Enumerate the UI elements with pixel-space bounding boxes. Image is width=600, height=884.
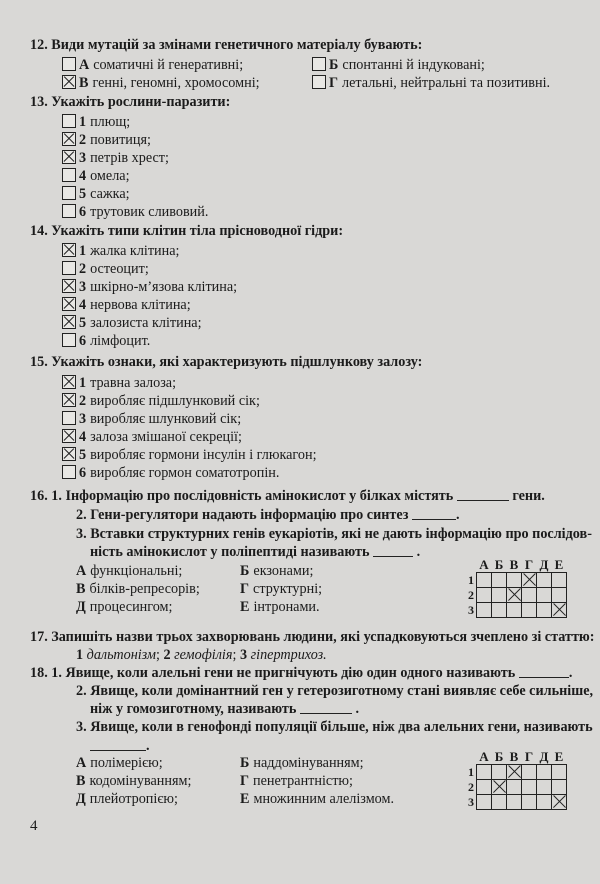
grid-row-number: 1 bbox=[468, 765, 474, 779]
checkbox[interactable] bbox=[62, 57, 76, 71]
grid-col-header: А bbox=[479, 749, 489, 764]
grid-cell[interactable] bbox=[507, 603, 522, 618]
grid-cell-marked[interactable] bbox=[507, 765, 522, 780]
q16-answer-grid bbox=[466, 558, 567, 618]
grid-cell[interactable] bbox=[537, 603, 552, 618]
grid-col-header: Е bbox=[554, 557, 564, 572]
checkbox-checked[interactable] bbox=[62, 375, 76, 389]
grid-cell[interactable] bbox=[522, 603, 537, 618]
grid-cell[interactable] bbox=[477, 765, 492, 780]
grid-cell[interactable] bbox=[522, 795, 537, 810]
grid-col-header: В bbox=[509, 557, 519, 572]
checkbox-checked[interactable] bbox=[62, 429, 76, 443]
grid-cell[interactable] bbox=[552, 765, 567, 780]
q13-option-2[interactable]: 2 повитиця; bbox=[62, 131, 151, 149]
checkbox[interactable] bbox=[62, 261, 76, 275]
q15-option-6[interactable]: 6 виробляє гормон соматотропін. bbox=[62, 464, 279, 482]
checkbox-checked[interactable] bbox=[62, 243, 76, 257]
q18-line-2a: 2. Явище, коли домінантний ген у гетерозиготному стані виявляє себе сильніше, bbox=[76, 683, 594, 699]
grid-col-header: В bbox=[509, 749, 519, 764]
q12-option-a[interactable]: А соматичні й генеративні; bbox=[62, 56, 243, 74]
checkbox[interactable] bbox=[62, 204, 76, 218]
grid-cell[interactable] bbox=[507, 780, 522, 795]
grid-col-header: Е bbox=[554, 749, 564, 764]
checkbox-checked[interactable] bbox=[62, 75, 76, 89]
checkbox-checked[interactable] bbox=[62, 447, 76, 461]
q18-line-3-blank: . bbox=[90, 737, 150, 755]
checkbox[interactable] bbox=[62, 168, 76, 182]
grid-row-number: 2 bbox=[468, 780, 474, 794]
grid-cell[interactable] bbox=[477, 588, 492, 603]
q15-title: 15. Укажіть ознаки, які характеризують підшлункову залозу: bbox=[30, 354, 423, 370]
grid-cell[interactable] bbox=[507, 573, 522, 588]
checkbox[interactable] bbox=[62, 411, 76, 425]
grid-cell[interactable] bbox=[477, 573, 492, 588]
grid-cell-marked[interactable] bbox=[522, 573, 537, 588]
grid-cell-marked[interactable] bbox=[552, 603, 567, 618]
grid-cell[interactable] bbox=[477, 603, 492, 618]
q14-option-6[interactable]: 6 лімфоцит. bbox=[62, 332, 150, 350]
q16-answer-g: Г структурні; bbox=[240, 581, 323, 597]
grid-cell-marked[interactable] bbox=[507, 588, 522, 603]
grid-col-header: Г bbox=[524, 557, 534, 572]
grid-cell[interactable] bbox=[477, 780, 492, 795]
grid-cell[interactable] bbox=[492, 588, 507, 603]
q18-line-3: 3. Явище, коли в генофонді популяції більше, ніж два алельних гени, називають bbox=[76, 719, 593, 735]
grid-cell[interactable] bbox=[477, 795, 492, 810]
q13-option-4[interactable]: 4 омела; bbox=[62, 167, 130, 185]
q18-answer-b: Б наддомінуванням; bbox=[240, 755, 364, 771]
grid-row-number: 1 bbox=[468, 573, 474, 587]
q16-line-3b: ність амінокислот у поліпептиді називають . bbox=[90, 544, 421, 560]
q13-option-1[interactable]: 1 плющ; bbox=[62, 113, 130, 131]
q17-answer: 1 дальтонізм; 2 гемофілія; 3 гіпертрихоз. bbox=[76, 647, 327, 663]
answer-blank[interactable] bbox=[519, 665, 569, 678]
q18-answer-v: В кодомінуванням; bbox=[76, 773, 192, 789]
answer-blank[interactable] bbox=[300, 701, 352, 714]
grid-col-header: Д bbox=[539, 749, 549, 764]
grid-col-header: Г bbox=[524, 749, 534, 764]
q15-option-4[interactable]: 4 залоза змішаної секреції; bbox=[62, 428, 242, 446]
grid-cell[interactable] bbox=[522, 780, 537, 795]
q14-option-1[interactable]: 1 жалка клітина; bbox=[62, 242, 179, 260]
q15-option-2[interactable]: 2 виробляє підшлунковий сік; bbox=[62, 392, 260, 410]
q16-answer-a: А функціональні; bbox=[76, 563, 183, 579]
q16-line-2: 2. Гени-регулятори надають інформацію про синтез . bbox=[76, 507, 460, 523]
grid-col-header: Б bbox=[494, 749, 504, 764]
q13-title: 13. Укажіть рослини-паразити: bbox=[30, 94, 231, 110]
q12-option-v[interactable]: В генні, геномні, хромосомні; bbox=[62, 74, 260, 92]
q15-option-5[interactable]: 5 виробляє гормони інсулін і глюкагон; bbox=[62, 446, 317, 464]
checkbox-checked[interactable] bbox=[62, 279, 76, 293]
checkbox[interactable] bbox=[62, 333, 76, 347]
checkbox[interactable] bbox=[312, 75, 326, 89]
q18-answer-a: А полімерією; bbox=[76, 755, 163, 771]
grid-cell[interactable] bbox=[552, 588, 567, 603]
q14-option-3[interactable]: 3 шкірно-м’язова клітина; bbox=[62, 278, 237, 296]
q18-answer-e: Е множинним алелізмом. bbox=[240, 791, 395, 807]
q12-title: 12. Види мутацій за змінами генетичного матеріалу бувають: bbox=[30, 37, 423, 53]
q13-option-5[interactable]: 5 сажка; bbox=[62, 185, 130, 203]
q14-option-5[interactable]: 5 залозиста клітина; bbox=[62, 314, 202, 332]
checkbox-checked[interactable] bbox=[62, 315, 76, 329]
grid-col-header: Б bbox=[494, 557, 504, 572]
q15-option-1[interactable]: 1 травна залоза; bbox=[62, 374, 176, 392]
answer-blank[interactable] bbox=[90, 738, 146, 751]
checkbox[interactable] bbox=[62, 186, 76, 200]
grid-col-header: Д bbox=[539, 557, 549, 572]
q16-answer-d: Д процесингом; bbox=[76, 599, 173, 615]
page-number: 4 bbox=[30, 818, 38, 834]
grid-cell[interactable] bbox=[492, 603, 507, 618]
q12-option-g[interactable]: Г летальні, нейтральні та позитивні. bbox=[312, 74, 550, 92]
q18-line-1: 18. 1. Явище, коли алельні гени не пригнічують дію один одного називають . bbox=[30, 665, 573, 681]
grid-row-number: 2 bbox=[468, 588, 474, 602]
grid-cell[interactable] bbox=[492, 573, 507, 588]
q18-answer-grid bbox=[466, 750, 567, 810]
q16-answer-v: В білків-репресорів; bbox=[76, 581, 200, 597]
grid-cell[interactable] bbox=[492, 765, 507, 780]
q14-option-2[interactable]: 2 остеоцит; bbox=[62, 260, 149, 278]
q16-answer-b: Б екзонами; bbox=[240, 563, 314, 579]
grid-cell[interactable] bbox=[537, 780, 552, 795]
q14-option-4[interactable]: 4 нервова клітина; bbox=[62, 296, 191, 314]
answer-blank[interactable] bbox=[373, 544, 413, 557]
grid-cell-marked[interactable] bbox=[552, 795, 567, 810]
q18-answer-d: Д плейотропією; bbox=[76, 791, 178, 807]
grid-cell[interactable] bbox=[537, 573, 552, 588]
grid-cell[interactable] bbox=[522, 588, 537, 603]
checkbox-checked[interactable] bbox=[62, 132, 76, 146]
answer-blank[interactable] bbox=[412, 507, 456, 520]
checkbox-checked[interactable] bbox=[62, 393, 76, 407]
grid-cell[interactable] bbox=[537, 795, 552, 810]
checkbox[interactable] bbox=[62, 465, 76, 479]
q16-answer-e: Е інтронами. bbox=[240, 599, 320, 615]
grid-cell[interactable] bbox=[507, 795, 522, 810]
grid-cell[interactable] bbox=[537, 765, 552, 780]
grid-cell-marked[interactable] bbox=[492, 780, 507, 795]
grid-cell[interactable] bbox=[522, 765, 537, 780]
checkbox-checked[interactable] bbox=[62, 297, 76, 311]
q13-option-3[interactable]: 3 петрів хрест; bbox=[62, 149, 169, 167]
q17-title: 17. Запишіть назви трьох захворювань людини, які успадковуються зчеплено зі статтю: bbox=[30, 629, 595, 645]
q12-option-b[interactable]: Б спонтанні й індуковані; bbox=[312, 56, 485, 74]
q18-answer-g: Г пенетрантністю; bbox=[240, 773, 353, 789]
q15-option-3[interactable]: 3 виробляє шлунковий сік; bbox=[62, 410, 241, 428]
grid-cell[interactable] bbox=[492, 795, 507, 810]
grid-cell[interactable] bbox=[552, 573, 567, 588]
q13-option-6[interactable]: 6 трутовик сливовий. bbox=[62, 203, 208, 221]
q16-line-1: 16. 1. Інформацію про послідовність амінокислот у білках містять гени. bbox=[30, 488, 545, 504]
grid-row-number: 3 bbox=[468, 795, 474, 809]
checkbox[interactable] bbox=[62, 114, 76, 128]
q18-line-2b: ніж у гомозиготному, називають . bbox=[90, 701, 360, 717]
checkbox-checked[interactable] bbox=[62, 150, 76, 164]
grid-cell[interactable] bbox=[537, 588, 552, 603]
q14-title: 14. Укажіть типи клітин тіла прісноводної гідри: bbox=[30, 223, 344, 239]
q16-line-3a: 3. Вставки структурних генів еукаріотів, які не дають інформацію про послідов- bbox=[76, 526, 592, 542]
grid-row-number: 3 bbox=[468, 603, 474, 617]
grid-col-header: А bbox=[479, 557, 489, 572]
checkbox[interactable] bbox=[312, 57, 326, 71]
answer-blank[interactable] bbox=[457, 488, 509, 501]
grid-cell[interactable] bbox=[552, 780, 567, 795]
